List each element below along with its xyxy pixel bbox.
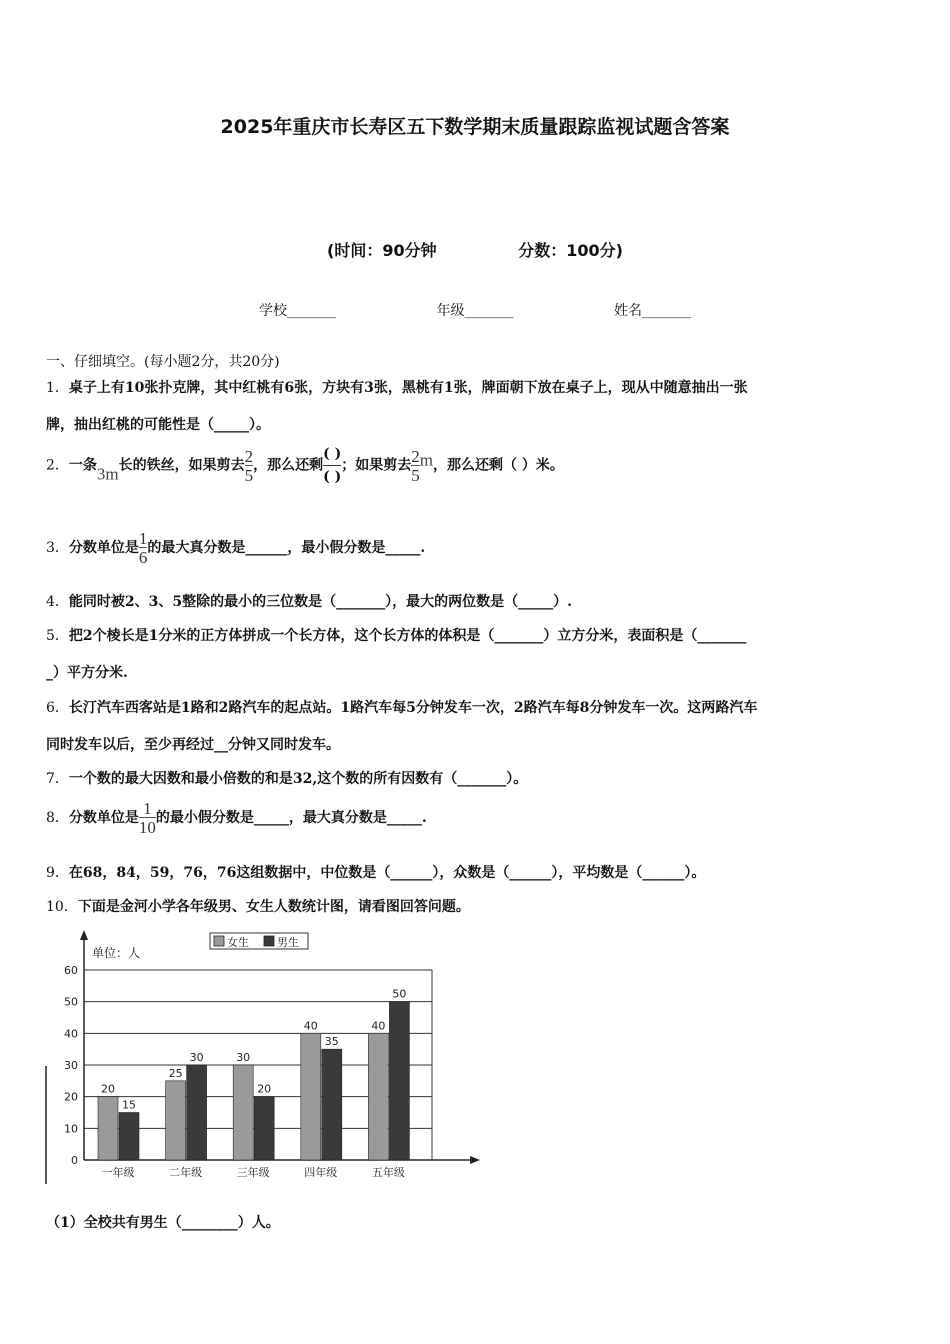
data-label: 30 <box>189 1051 204 1064</box>
question-number: 9． <box>46 865 69 881</box>
x-tick-label: 五年级 <box>371 1166 405 1179</box>
data-label: 15 <box>122 1098 136 1112</box>
data-label: 25 <box>168 1066 183 1080</box>
bar-girls <box>98 1097 118 1160</box>
bar-boys <box>187 1065 207 1160</box>
question-number: 6． <box>46 700 69 716</box>
grade-field[interactable]: 年级_______ <box>436 303 514 319</box>
question-text: ，那么还剩（ ）米。 <box>433 457 564 474</box>
fraction-denominator: 5 <box>411 465 420 485</box>
legend-label: 女生 <box>227 936 249 949</box>
question-number: 8． <box>46 810 69 826</box>
blank-numerator: ( ) <box>323 446 342 462</box>
unit-label: 单位：人 <box>92 946 141 960</box>
y-tick-label: 30 <box>64 1059 78 1072</box>
question-text: 的最小假分数是_____，最大真分数是_____. <box>155 810 427 826</box>
unit-label: m <box>419 450 434 470</box>
bar-boys <box>389 1002 409 1160</box>
bar-girls <box>301 1033 321 1160</box>
question-text: 的最大真分数是______，最小假分数是_____. <box>147 540 426 556</box>
question-1 <box>46 377 748 397</box>
y-tick-label: 0 <box>71 1154 78 1167</box>
question-6-cont: 同时发车以后，至少再经过__分钟又同时发车。 <box>46 737 340 753</box>
question-number: 2． <box>46 457 69 474</box>
question-1-cont: 牌，抽出红桃的可能性是（_____）。 <box>46 417 270 433</box>
question-number: 3． <box>46 540 69 556</box>
school-field[interactable]: 学校_______ <box>259 303 337 319</box>
student-info <box>0 300 950 320</box>
y-tick-label: 10 <box>64 1122 78 1136</box>
bar-girls <box>166 1081 186 1160</box>
question-text: 下面是金河小学各年级男、女生人数统计图，请看图回答问题。 <box>77 899 470 915</box>
question-text: 一条 <box>68 457 97 474</box>
bar-boys <box>254 1097 274 1160</box>
length-value: 3m <box>96 464 119 484</box>
question-number: 7． <box>46 771 69 787</box>
data-label: 40 <box>371 1019 386 1033</box>
question-10 <box>46 896 470 916</box>
name-field[interactable]: 姓名_______ <box>613 303 691 319</box>
bar-chart <box>44 926 489 1188</box>
bar-girls <box>368 1033 388 1160</box>
fraction <box>245 448 254 484</box>
legend-swatch-boys <box>264 936 274 946</box>
x-axis-arrow <box>470 1156 480 1164</box>
bar-boys <box>119 1113 139 1161</box>
question-7 <box>46 768 527 788</box>
question-text: 能同时被2、3、5整除的最小的三位数是（_______），最大的两位数是（_____）. <box>68 594 573 610</box>
y-tick-label: 50 <box>64 995 78 1009</box>
x-tick-label: 四年级 <box>304 1166 338 1179</box>
question-text: 一个数的最大因数和最小倍数的和是32,这个数的所有因数有（_______）。 <box>68 771 528 787</box>
question-text: ；如果剪去 <box>341 457 412 474</box>
question-text: 在68，84，59，76，76这组数据中，中位数是（______），众数是（______），平均数是（______）。 <box>68 865 706 881</box>
question-number: 5． <box>46 628 69 644</box>
blank-denominator: ( ) <box>323 465 341 485</box>
fraction-numerator: 1 <box>138 529 148 548</box>
y-tick-label: 20 <box>64 1090 78 1104</box>
question-8 <box>46 800 427 836</box>
question-3 <box>46 530 425 566</box>
fraction-denominator: 10 <box>138 818 156 837</box>
exam-score: 分数：100分) <box>518 241 623 260</box>
question-text: 分数单位是 <box>68 810 139 826</box>
fraction-denominator: 5 <box>244 465 254 485</box>
data-label: 40 <box>303 1019 318 1033</box>
x-tick-label: 一年级 <box>101 1166 135 1179</box>
data-label: 50 <box>392 987 407 1001</box>
exam-time-score <box>0 238 950 261</box>
data-label: 20 <box>257 1082 272 1096</box>
fraction <box>139 800 156 836</box>
question-5-cont: _）平方分米. <box>46 665 128 681</box>
question-4 <box>46 591 572 611</box>
question-5 <box>46 625 746 645</box>
y-tick-label: 60 <box>64 964 78 977</box>
data-label: 30 <box>236 1051 251 1064</box>
fraction-denominator: 6 <box>138 548 148 567</box>
question-text: 长的铁丝，如果剪去 <box>118 457 245 474</box>
question-9 <box>46 862 705 882</box>
question-6 <box>46 697 757 717</box>
question-text: 分数单位是 <box>68 540 139 556</box>
x-tick-label: 二年级 <box>169 1166 203 1179</box>
data-label: 35 <box>324 1035 339 1049</box>
question-number: 1． <box>46 380 69 396</box>
question-10-sub1: （1）全校共有男生（________）人。 <box>46 1215 280 1231</box>
y-tick-label: 40 <box>64 1027 78 1041</box>
legend-swatch-girls <box>214 936 224 946</box>
question-number: 10． <box>46 899 78 915</box>
exam-time: (时间：90分钟 <box>327 241 437 260</box>
question-number: 4． <box>46 594 69 610</box>
question-text: 长汀汽车西客站是1路和2路汽车的起点站。1路汽车每5分钟发车一次，2路汽车每8分钟发车一次。这两路汽车 <box>68 700 758 716</box>
question-text: 桌子上有10张扑克牌，其中红桃有6张，方块有3张，黑桃有1张，牌面朝下放在桌子上，现从中随意抽出一张 <box>68 380 748 396</box>
y-axis-arrow <box>80 930 88 940</box>
bar-boys <box>322 1049 342 1160</box>
section-heading: 一、仔细填空。(每小题2分，共20分) <box>46 354 280 370</box>
fraction-numerator: 2 <box>411 446 420 466</box>
blank-fraction[interactable] <box>323 446 341 485</box>
fraction-numerator: 2 <box>244 446 254 466</box>
question-text: ，那么还剩 <box>253 457 324 474</box>
fraction-numerator: 1 <box>143 799 152 818</box>
data-label: 20 <box>101 1082 115 1096</box>
fraction <box>411 448 420 484</box>
question-text: 把2个棱长是1分米的正方体拼成一个长方体，这个长方体的体积是（_______）立方分米，表面积是（_______ <box>68 628 747 644</box>
question-2 <box>46 446 564 485</box>
page-title: 2025年重庆市长寿区五下数学期末质量跟踪监视试题含答案 <box>220 116 730 138</box>
bar-girls <box>233 1065 253 1160</box>
x-tick-label: 三年级 <box>236 1166 270 1179</box>
legend-label: 男生 <box>277 936 299 949</box>
